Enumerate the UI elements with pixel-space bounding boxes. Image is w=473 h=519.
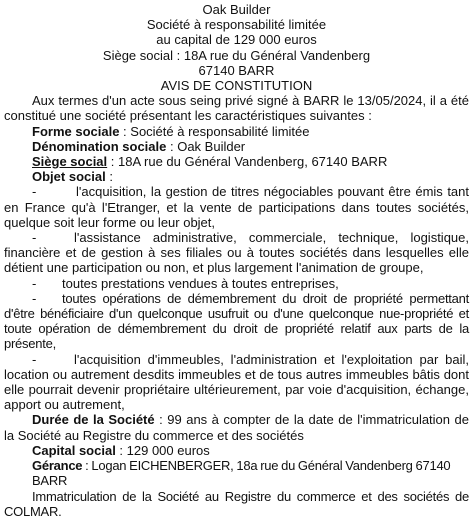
objet-item — [4, 184, 469, 230]
company-capital: au capital de 129 000 euros — [156, 32, 317, 48]
field-denomination — [4, 139, 469, 154]
field-label: Forme sociale — [32, 123, 120, 139]
intro-paragraph: Aux termes d'un acte sous seing privé signé à BARR le 13/05/2024, il a été constitué une société présentant les caractéristiques suivantes : — [4, 93, 469, 124]
field-objet-social — [4, 169, 469, 184]
field-value: : Société à responsabilité limitée — [119, 123, 310, 139]
list-dash: - — [32, 184, 37, 200]
objet-item — [4, 291, 469, 352]
field-label: Capital social — [32, 442, 116, 458]
field-siege-social — [4, 154, 469, 169]
objet-item-text: l'acquisition d'immeubles, l'administration et l'exploitation par bail, location ou autrement desdits immeubles et de tous autres immeubles bâtis dont elle pourrait devenir propriétaire ultérieurement, par voie d'acquisition, échange, apport ou autrement, — [4, 351, 469, 413]
list-dash: - — [32, 290, 37, 306]
field-label: Dénomination sociale — [32, 138, 167, 154]
immatriculation-paragraph: Immatriculation de la Société au Registre du commerce et des sociétés de COLMAR. — [4, 488, 469, 519]
field-value: : 129 000 euros — [115, 442, 210, 458]
field-capital-social — [4, 443, 469, 458]
field-label: Siège social — [32, 154, 108, 170]
objet-item-text: l'assistance administrative, commerciale, technique, logistique, financière et de gestion à ses filiales ou à toutes sociétés dans lesquelles elle détient une participation ou non, et plus largement l'animation de groupe, — [4, 230, 469, 276]
company-seat: Siège social : 18A rue du Général Vandenberg — [102, 47, 371, 63]
objet-item — [4, 230, 469, 276]
field-value: : Logan EICHENBERGER, 18a rue du Général Vandenberg 67140 BARR — [32, 458, 451, 489]
field-gerance — [4, 458, 469, 488]
objet-item — [4, 352, 469, 413]
objet-item — [4, 276, 469, 291]
notice-title: AVIS DE CONSTITUTION — [160, 78, 313, 94]
field-label: Objet social — [32, 169, 106, 185]
field-value: : Oak Builder — [166, 138, 246, 154]
list-dash: - — [32, 275, 37, 291]
duree-value: : 99 ans à compter de la date de l'immatriculation de la Société au Registre du commerce et des sociétés — [4, 412, 469, 443]
field-value: : — [105, 169, 113, 185]
objet-item-text: l'acquisition, la gestion de titres négociables pouvant être émis tant en France qu'à l'Etranger, et la vente de participations dans toutes sociétés, quelque soit leur forme ou leur objet, — [4, 184, 469, 230]
company-form: Société à responsabilité limitée — [146, 17, 327, 33]
company-name: Oak Builder — [202, 2, 271, 17]
company-postcode: 67140 BARR — [198, 62, 275, 78]
field-label: Gérance — [32, 458, 83, 474]
duree-paragraph — [4, 412, 469, 442]
list-dash: - — [32, 351, 37, 367]
list-dash: - — [32, 230, 37, 246]
objet-item-text: toutes prestations vendues à toutes entreprises, — [62, 275, 339, 291]
field-value: : 18A rue du Général Vandenberg, 67140 BARR — [107, 154, 388, 170]
duree-label: Durée de la Société — [32, 412, 155, 428]
objet-item-text: toutes opérations de démembrement du droit de propriété permettant d'être bénéficiaire d'un quelconque usufruit ou d'une quelconque nue-propriété et toute opération de démembrement du droit de propriété relatif aux parts de la présente, — [4, 290, 469, 352]
field-forme-sociale — [4, 124, 469, 139]
notice-header — [4, 2, 469, 93]
